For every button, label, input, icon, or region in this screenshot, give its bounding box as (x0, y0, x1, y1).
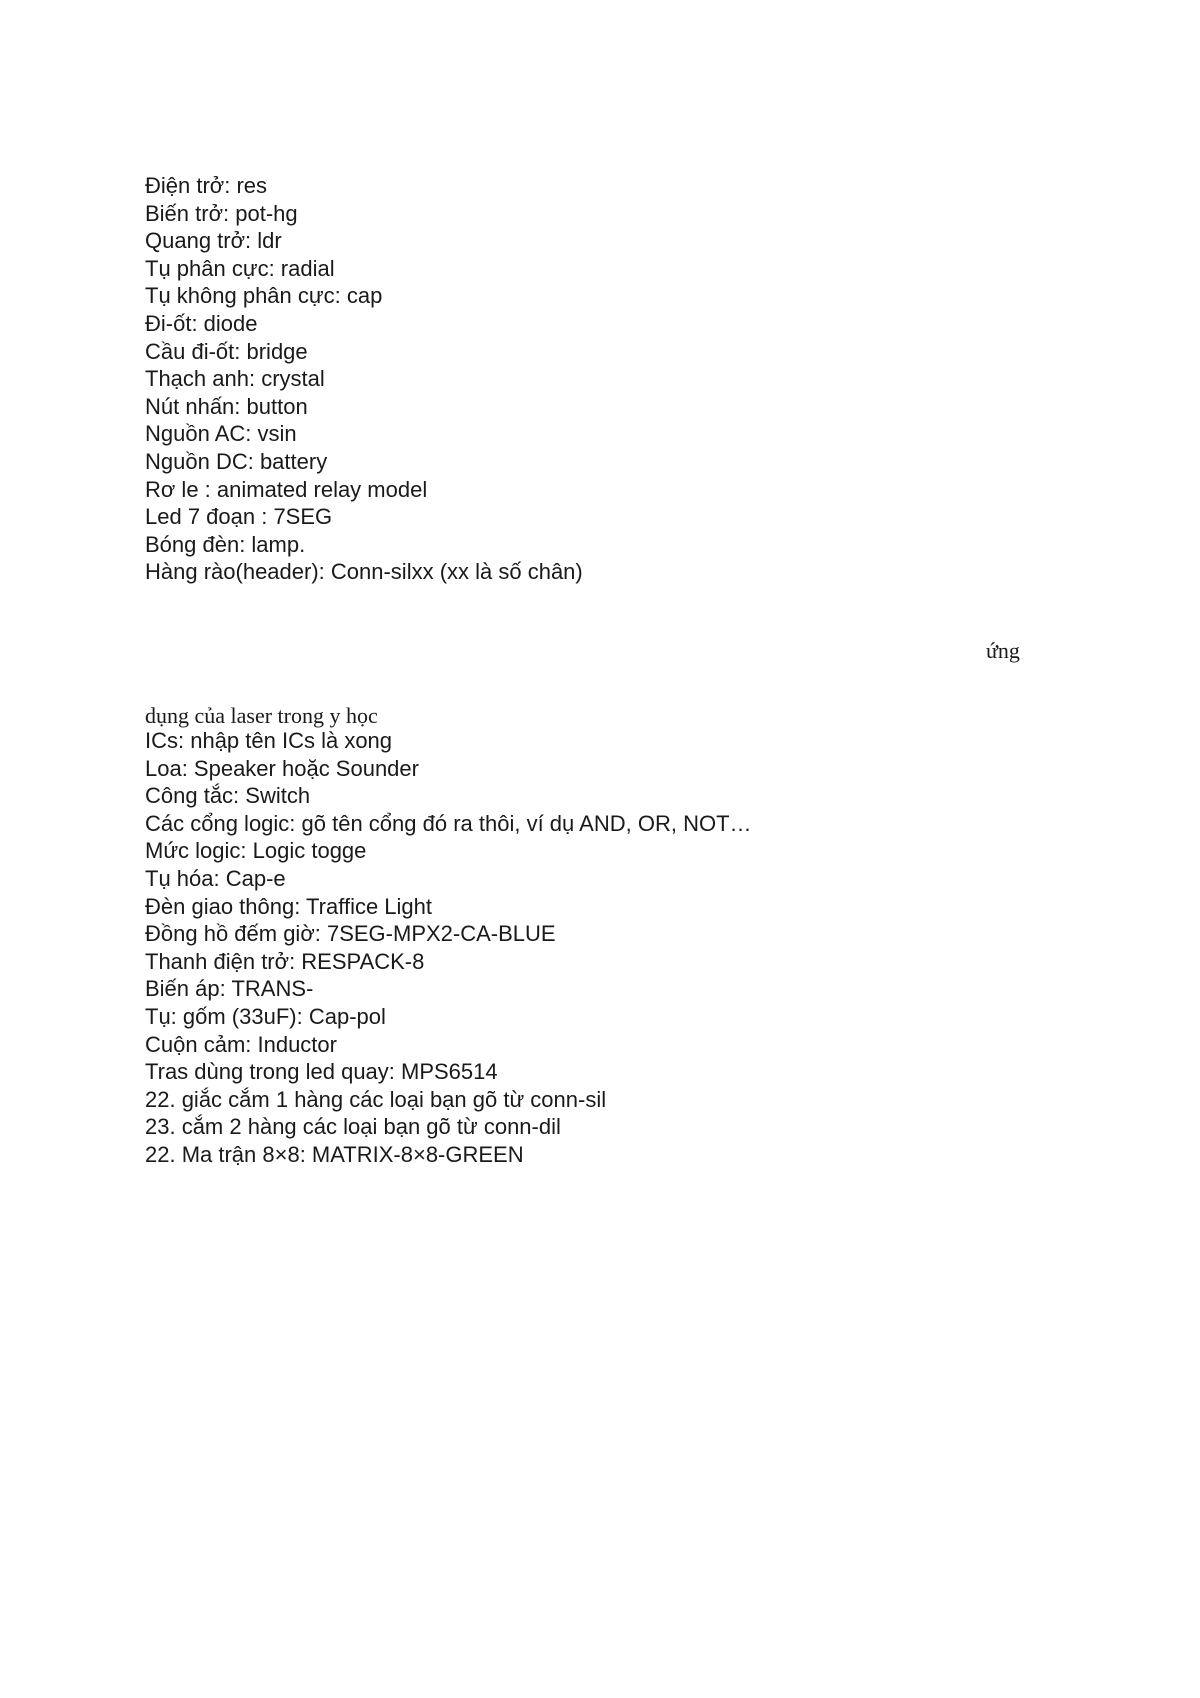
list-item: Hàng rào(header): Conn-silxx (xx là số chân) (145, 559, 583, 585)
list-item: Nút nhấn: button (145, 393, 308, 419)
list-item: ICs: nhập tên ICs là xong (145, 728, 393, 753)
list-item: 23. cắm 2 hàng các loại bạn gõ từ conn-dil (145, 1114, 561, 1140)
list-item: Cuộn cảm: Inductor (145, 1031, 337, 1057)
list-item: Tụ: gốm (33uF): Cap-pol (145, 1003, 386, 1029)
list-item: Biến áp: TRANS- (145, 976, 314, 1002)
list-item: Nguồn AC: vsin (145, 421, 297, 447)
list-item: Đi-ốt: diode (145, 310, 258, 336)
list-item: Loa: Speaker hoặc Sounder (145, 755, 419, 781)
component-list-2 (145, 727, 752, 1169)
list-item: Quang trở: ldr (145, 228, 282, 254)
list-item: Tras dùng trong led quay: MPS6514 (145, 1059, 498, 1085)
list-item: Các cổng logic: gõ tên cổng đó ra thôi, ví dụ AND, OR, NOT… (145, 810, 752, 836)
list-item: Thạch anh: crystal (145, 366, 325, 392)
list-item: Nguồn DC: battery (145, 448, 328, 474)
list-item: Đèn giao thông: Traffice Light (145, 893, 433, 919)
list-item: Tụ hóa: Cap-e (145, 865, 286, 891)
list-item: Led 7 đoạn : 7SEG (145, 504, 333, 530)
heading-fragment-right: ứng (986, 638, 1020, 663)
component-list-1 (145, 172, 583, 586)
heading-fragment-left: dụng của laser trong y học (145, 703, 378, 728)
list-item: Thanh điện trở: RESPACK-8 (145, 948, 425, 974)
list-item: Mức logic: Logic togge (145, 838, 367, 864)
list-item: Cầu đi-ốt: bridge (145, 338, 308, 364)
list-item: Công tắc: Switch (145, 783, 311, 809)
list-item: 22. giắc cắm 1 hàng các loại bạn gõ từ conn-sil (145, 1086, 607, 1112)
list-item: Rơ le : animated relay model (145, 476, 428, 502)
list-item: Bóng đèn: lamp. (145, 531, 306, 557)
list-item: Tụ phân cực: radial (145, 255, 335, 281)
list-item: Điện trở: res (145, 173, 268, 198)
list-item: Tụ không phân cực: cap (145, 283, 383, 309)
list-item: Đồng hồ đếm giờ: 7SEG-MPX2-CA-BLUE (145, 921, 556, 947)
list-item: Biến trở: pot-hg (145, 200, 298, 226)
list-item: 22. Ma trận 8×8: MATRIX-8×8-GREEN (145, 1141, 524, 1167)
